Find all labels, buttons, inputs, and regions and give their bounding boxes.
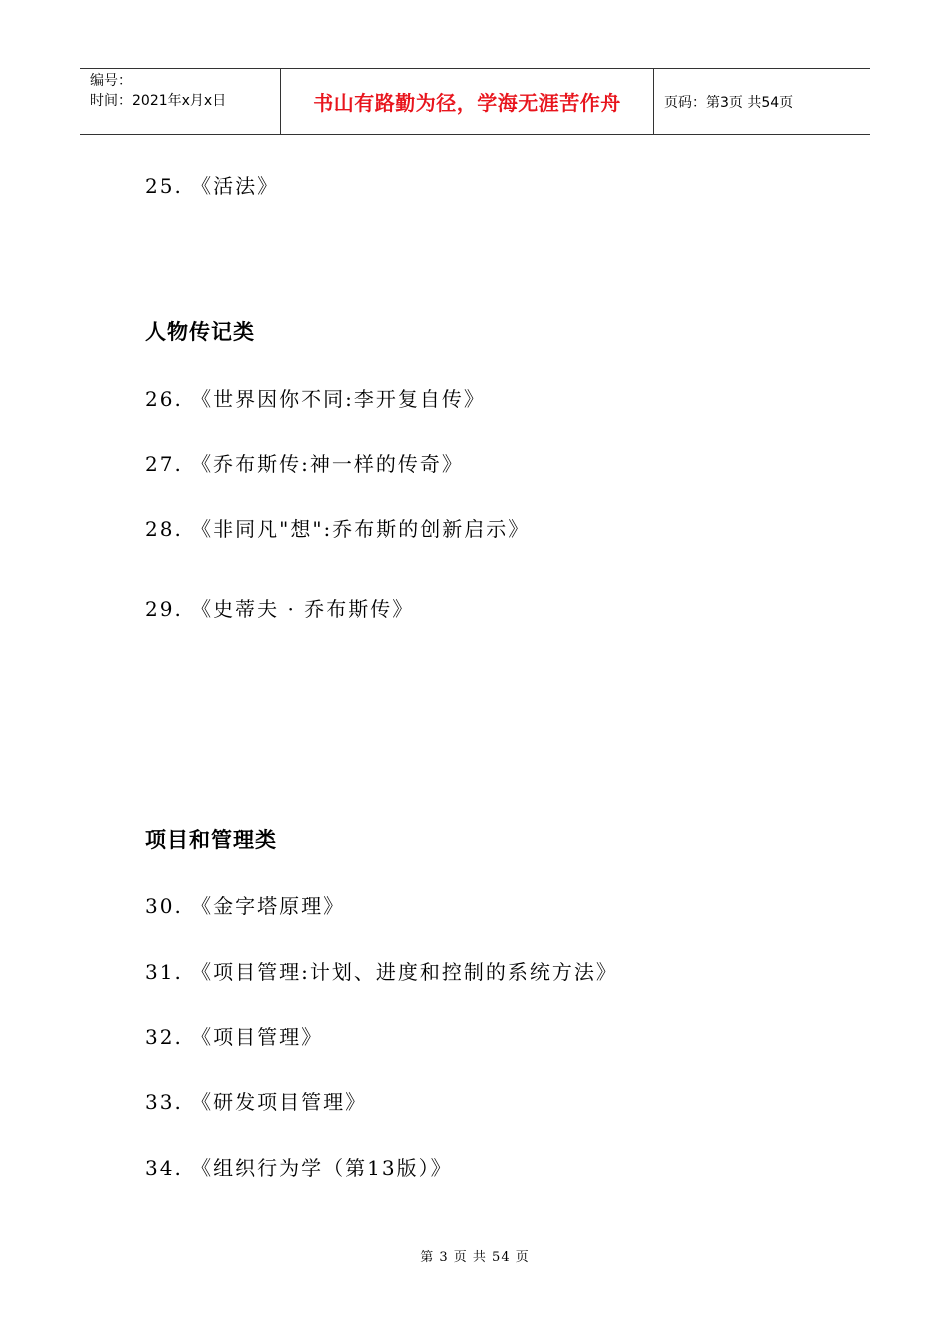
page-footer: 第 3 页 共 54 页: [420, 1250, 530, 1265]
page-header: [80, 68, 870, 135]
list-item: 33. 《研发项目管理》: [145, 1090, 368, 1114]
list-item: 32. 《项目管理》: [145, 1025, 324, 1049]
list-item: 34. 《组织行为学（第13版）》: [145, 1156, 453, 1180]
header-date-label: 时间：2021年x月x日: [90, 93, 227, 109]
header-motto: 书山有路勤为径，学海无涯苦作舟: [281, 69, 654, 134]
list-item: 25. 《活法》: [145, 174, 280, 198]
list-item: 27. 《乔布斯传:神一样的传奇》: [145, 452, 464, 476]
list-item: 30. 《金字塔原理》: [145, 894, 346, 918]
header-page-info: 页码：第3页 共54页: [664, 94, 794, 111]
list-item: 26. 《世界因你不同:李开复自传》: [145, 387, 486, 411]
header-meta: [80, 69, 281, 134]
list-item: 28. 《非同凡"想":乔布斯的创新启示》: [145, 517, 531, 541]
header-number-label: 编号：: [90, 73, 132, 89]
section-heading-biography: 人物传记类: [145, 320, 255, 344]
list-item: 29. 《史蒂夫 · 乔布斯传》: [145, 597, 415, 621]
section-heading-management: 项目和管理类: [145, 828, 277, 852]
list-item: 31. 《项目管理:计划、进度和控制的系统方法》: [145, 960, 618, 984]
